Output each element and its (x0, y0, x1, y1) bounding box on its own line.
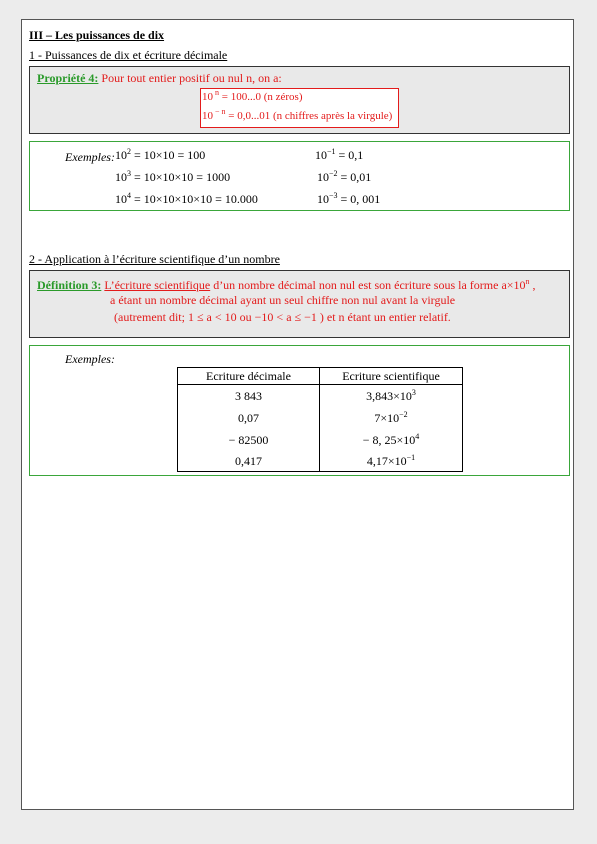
examples-label-2: Exemples: (65, 352, 115, 366)
definition-box (29, 270, 570, 338)
definition-label: Définition 3: (37, 278, 102, 292)
example-right-3: $10^{-3} = 0$, 001 (317, 191, 381, 206)
scientific-cell: $7\times 10^{-2}$ (320, 407, 463, 429)
property-text: Pour tout entier positif ou nul n, on a: (101, 71, 282, 85)
definition-text: d’un nombre décimal non nul est son écriture sous la forme $a\times 10^n$ , (210, 277, 536, 292)
decimal-cell: − 82500 (178, 429, 320, 451)
formula-line-2: 10 $^{- n}$ = 0,0...01 (n chiffres après la virgule) (202, 107, 393, 122)
definition-line-3: (autrement dit; 1 ≤ a < 10 ou −10 < a ≤ −1 ) et n étant un entier relatif. (114, 310, 451, 324)
table-row (178, 451, 463, 472)
decimal-cell: 0,07 (178, 407, 320, 429)
property-box (29, 66, 570, 134)
property-label: Propriété 4: (37, 71, 99, 85)
property-formula-box (200, 88, 399, 128)
scientific-notation-table (177, 367, 463, 472)
table-row (178, 407, 463, 429)
table-row (178, 385, 463, 408)
subsection-1-title: 1 - Puissances de dix et écriture décimale (29, 48, 228, 62)
example-left-2: $10^3 = 10\times 10\times 10 = 1000$ (115, 169, 231, 184)
header-scientific: Ecriture scientifique (320, 368, 463, 385)
examples-label: Exemples: (65, 150, 115, 164)
scientific-cell: − 8, $25\times 10^4$ (320, 429, 463, 451)
worksheet-page (21, 19, 574, 810)
section-title: III – Les puissances de dix (29, 28, 165, 42)
examples-box-2 (29, 345, 570, 476)
example-right-1: $10^{-1} = 0,1$ (315, 147, 364, 162)
example-left-1: $10^2 = 10\times 10 = 100$ (115, 147, 206, 162)
definition-term: L’écriture scientifique (104, 278, 211, 292)
examples-box-1 (29, 141, 570, 211)
scientific-cell: $3,843\times 10^3$ (320, 385, 463, 408)
subsection-2-title: 2 - Application à l’écriture scientifique d’un nombre (29, 252, 280, 266)
header-decimal: Ecriture décimale (178, 368, 320, 385)
decimal-cell: 3 843 (178, 385, 320, 408)
example-right-2: $10^{-2} = 0,01$ (317, 169, 372, 184)
formula-line-1: 10 $^n$ = 100...0 (n zéros) (202, 88, 303, 103)
scientific-cell: $4,17\times 10^{-1}$ (320, 451, 463, 472)
definition-line-2: a étant un nombre décimal ayant un seul chiffre non nul avant la virgule (110, 293, 456, 307)
table-header-row (178, 368, 463, 385)
table-row (178, 429, 463, 451)
example-left-3: $10^4 = 10\times 10\times 10\times 10 = 10.000$ (115, 191, 258, 206)
decimal-cell: 0,417 (178, 451, 320, 472)
